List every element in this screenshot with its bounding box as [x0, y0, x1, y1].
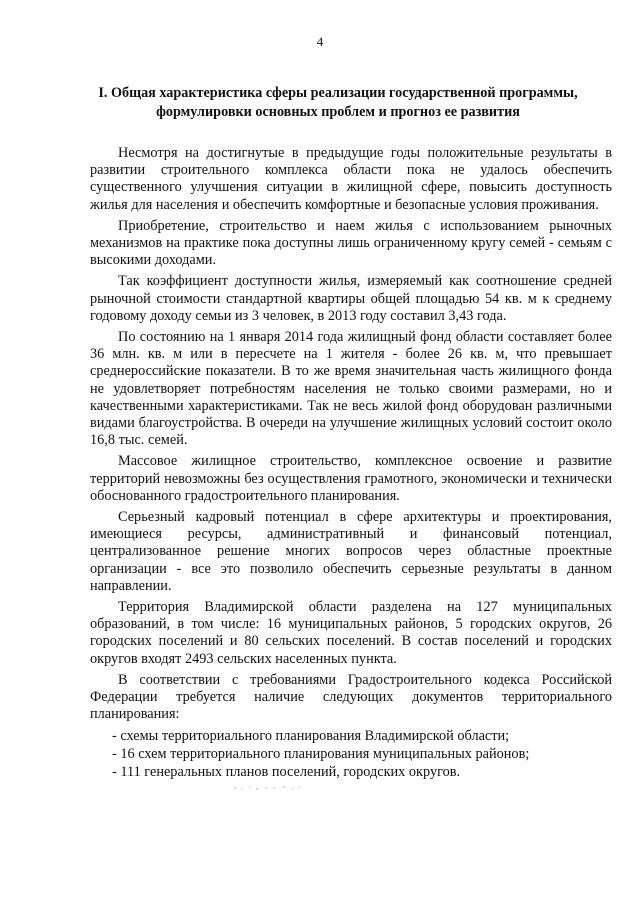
list-item: - 16 схем территориального планирования муниципальных районов; [112, 745, 530, 762]
paragraph: Несмотря на достигнутые в предыдущие годы положительные результаты в развитии строительного комплекса области пока не удалось обеспечить существенного улучшения ситуации в жилищной сфере, повысить доступность жилья для населения и обеспечить комфортные и безопасные условия проживания. [90, 145, 612, 213]
document-list [90, 728, 612, 782]
paragraph: Так коэффициент доступности жилья, измеряемый как соотношение средней рыночной стоимости стандартной квартиры общей площадью 54 кв. м к среднему годовому доходу семьи из 3 человек, в 2013 году составил 3,43 года. [90, 273, 612, 324]
paragraph: Массовое жилищное строительство, комплексное освоение и развитие территорий невозможны без осуществления грамотного, экономически и технически обоснованного градостроительного планирования. [90, 453, 612, 504]
list-item: - схемы территориального планирования Владимирской области; [112, 727, 510, 744]
paragraph: По состоянию на 1 января 2014 года жилищный фонд области составляет более 36 млн. кв. м или в пересчете на 1 жителя - более 26 кв. м, что превышает среднероссийские показатели. В то же время значительная часть жилищного фонда не удовлетворяет потребностям населения не только своими размерами, но и качественными характеристиками. Так не весь жилой фонд оборудован различными видами благоустройства. В очереди на улучшение жилищных условий состоит около 16,8 тыс. семей. [90, 329, 612, 449]
scan-artifact [232, 784, 302, 792]
paragraph: В соответствии с требованиями Градостроительного кодекса Российской Федерации требуется наличие следующих документов территориального планирования: [90, 671, 612, 723]
list-item: - 111 генеральных планов поселений, городских округов. [112, 763, 461, 780]
paragraph: Приобретение, строительство и наем жилья с использованием рыночных механизмов на практике пока доступны лишь ограниченному кругу семей - семьям с высокими доходами. [90, 217, 612, 269]
body-text [90, 145, 612, 782]
section-heading-line-1: I. Общая характеристика сферы реализации государственной программы, [98, 85, 578, 101]
section-heading-line-2: формулировки основных проблем и прогноз ее развития [156, 104, 520, 120]
section-heading [78, 84, 598, 122]
paragraph: Серьезный кадровый потенциал в сфере архитектуры и проектирования, имеющиеся ресурсы, административный и финансовый потенциал, централизованное решение многих вопросов через областные проектные организации - все это позволило обеспечить серьезные результаты в данном направлении. [90, 509, 612, 594]
page-number: 4 [316, 34, 324, 49]
paragraph: Территория Владимирской области разделена на 127 муниципальных образований, в том числе: 16 муниципальных районов, 5 городских округов, 26 городских поселений и 80 сельских поселений. В состав поселений и городских округов входят 2493 сельских населенных пункта. [90, 599, 612, 667]
